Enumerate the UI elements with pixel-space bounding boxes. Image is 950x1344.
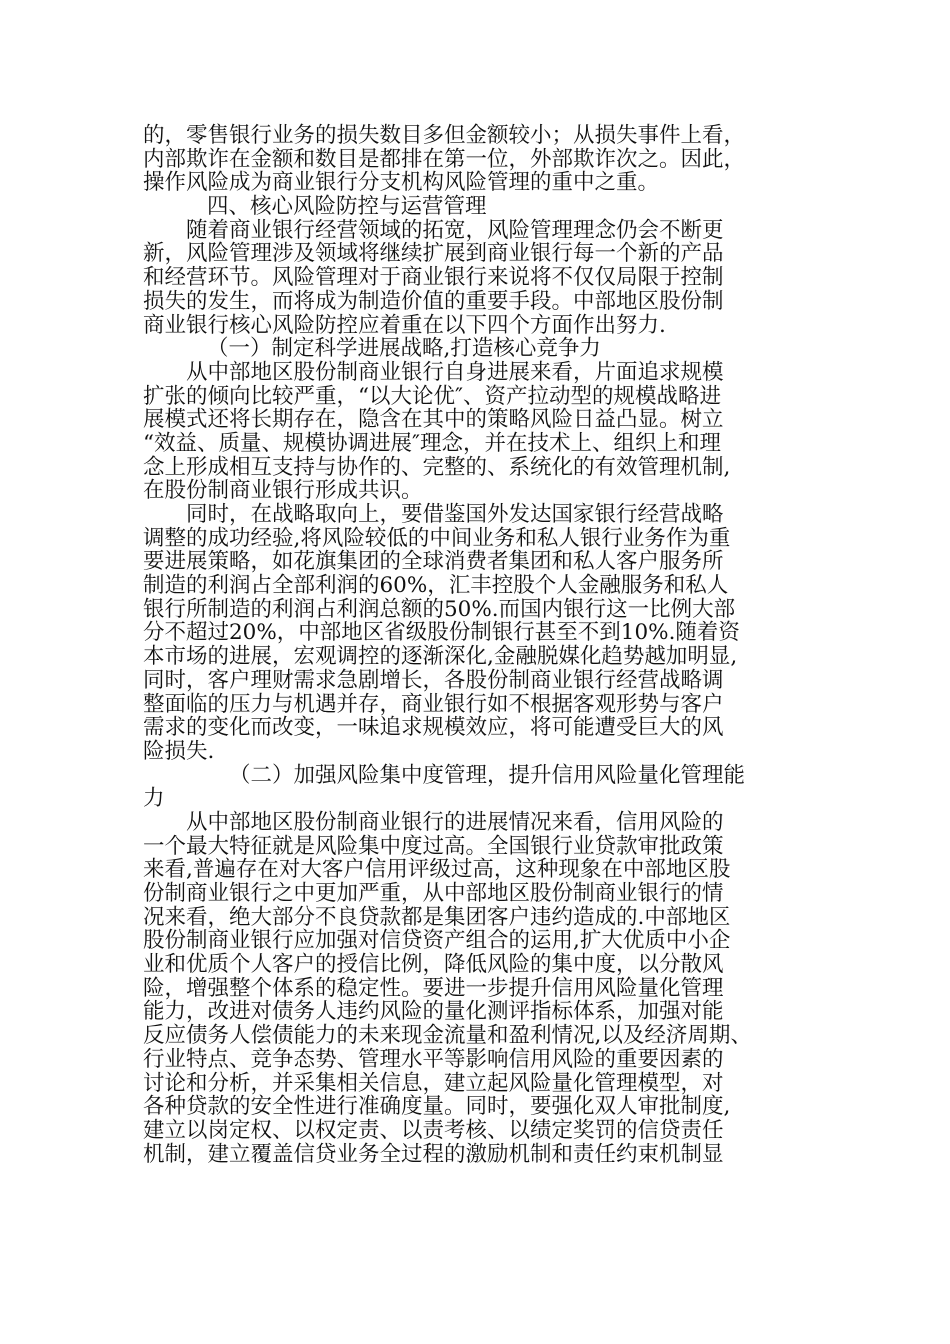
text-line: 份制商业银行之中更加严重，从中部地区股份制商业银行的情 — [143, 881, 724, 906]
text-line: 需求的变化而改变，一味追求规模效应，将可能遭受巨大的风 — [143, 715, 724, 741]
text-line: 建立以岗定权、以权定责、以责考核、以绩定奖罚的信贷责任 — [143, 1117, 724, 1143]
text-line: 况来看，绝大部分不良贷款都是集团客户违约造成的.中部地区 — [143, 904, 731, 930]
text-line: 调整的成功经验,将风险较低的中间业务和私人银行业务作为重 — [143, 525, 731, 551]
text-line: 内部欺诈在金额和数目是都排在第一位，外部欺诈次之。因此， — [143, 146, 746, 172]
text-line: 在股份制商业银行形成共识。 — [143, 478, 423, 504]
text-line: （二）加强风险集中度管理，提升信用风险量化管理能 — [229, 762, 746, 788]
text-line: 同时，客户理财需求急剧增长，各股份制商业银行经营战略调 — [143, 667, 724, 693]
text-line: 商业银行核心风险防控应着重在以下四个方面作出努力. — [143, 312, 666, 338]
text-line: 操作风险成为商业银行分支机构风险管理的重中之重。 — [143, 170, 660, 196]
text-line: 险，增强整个体系的稳定性。要进一步提升信用风险量化管理 — [143, 975, 724, 1001]
text-line: 力 — [143, 786, 165, 812]
text-line: 同时，在战略取向上，要借鉴国外发达国家银行经营战略 — [186, 502, 724, 527]
text-line: 整面临的压力与机遇并存，商业银行如不根据客观形势与客户 — [143, 691, 724, 717]
text-line: 讨论和分析，并采集相关信息，建立起风险量化管理模型，对 — [143, 1070, 724, 1096]
text-line: 业和优质个人客户的授信比例，降低风险的集中度，以分散风 — [143, 952, 724, 978]
text-line: 念上形成相互支持与协作的、完整的、系统化的有效管理机制, — [143, 454, 731, 480]
text-line: （一）制定科学进展战略,打造核心竞争力 — [207, 336, 601, 362]
text-line: 和经营环节。风险管理对于商业银行来说将不仅仅局限于控制 — [143, 265, 724, 291]
text-line: 的，零售银行业务的损失数目多但金额较小；从损失事件上看， — [143, 123, 746, 148]
text-line: 本市场的进展，宏观调控的逐渐深化,金融脱媒化趋势越加明显, — [143, 644, 738, 670]
text-line: 机制，建立覆盖信贷业务全过程的激励机制和责任约束机制显 — [143, 1141, 724, 1167]
text-line: 银行所制造的利润占利润总额的50%.而国内银行这一比例大部 — [143, 596, 736, 622]
text-line: 损失的发生，而将成为制造价值的重要手段。中部地区股份制 — [143, 288, 724, 314]
text-line: 能力，改进对债务人违约风险的量化测评指标体系，加强对能 — [143, 999, 724, 1025]
text-line: 制造的利润占全部利润的60%，汇丰控股个人金融服务和私人 — [143, 573, 729, 599]
text-line: 随着商业银行经营领域的拓宽，风险管理理念仍会不断更 — [186, 217, 724, 243]
document-body — [143, 124, 813, 1166]
text-line: “效益、质量、规模协调进展″理念，并在技术上、组织上和理 — [143, 430, 722, 456]
text-line: 行业特点、竞争态势、管理水平等影响信用风险的重要因素的 — [143, 1046, 724, 1072]
text-line: 四、核心风险防控与运营管理 — [207, 194, 487, 220]
text-line: 展模式还将长期存在，隐含在其中的策略风险日益凸显。树立 — [143, 407, 724, 433]
text-line: 反应债务人偿债能力的未来现金流量和盈利情况,以及经济周期、 — [143, 1023, 752, 1049]
text-line: 新，风险管理涉及领域将继续扩展到商业银行每一个新的产品 — [143, 241, 724, 267]
text-line: 一个最大特征就是风险集中度过高。全国银行业贷款审批政策 — [143, 833, 724, 859]
text-line: 各种贷款的安全性进行准确度量。同时，要强化双人审批制度, — [143, 1094, 731, 1120]
text-line: 扩张的倾向比较严重，“以大论优″、资产拉动型的规模战略进 — [143, 383, 722, 409]
text-line: 分不超过20%，中部地区省级股份制银行甚至不到10%.随着资 — [143, 620, 740, 646]
text-line: 从中部地区股份制商业银行自身进展来看，片面追求规模 — [186, 359, 724, 385]
text-line: 来看,普遍存在对大客户信用评级过高，这种现象在中部地区股 — [143, 857, 731, 883]
text-line: 从中部地区股份制商业银行的进展情况来看，信用风险的 — [186, 809, 724, 835]
text-line: 险损失. — [143, 738, 215, 764]
text-line: 要进展策略，如花旗集团的全球消费者集团和私人客户服务所 — [143, 549, 724, 575]
text-line: 股份制商业银行应加强对信贷资产组合的运用,扩大优质中小企 — [143, 928, 731, 954]
